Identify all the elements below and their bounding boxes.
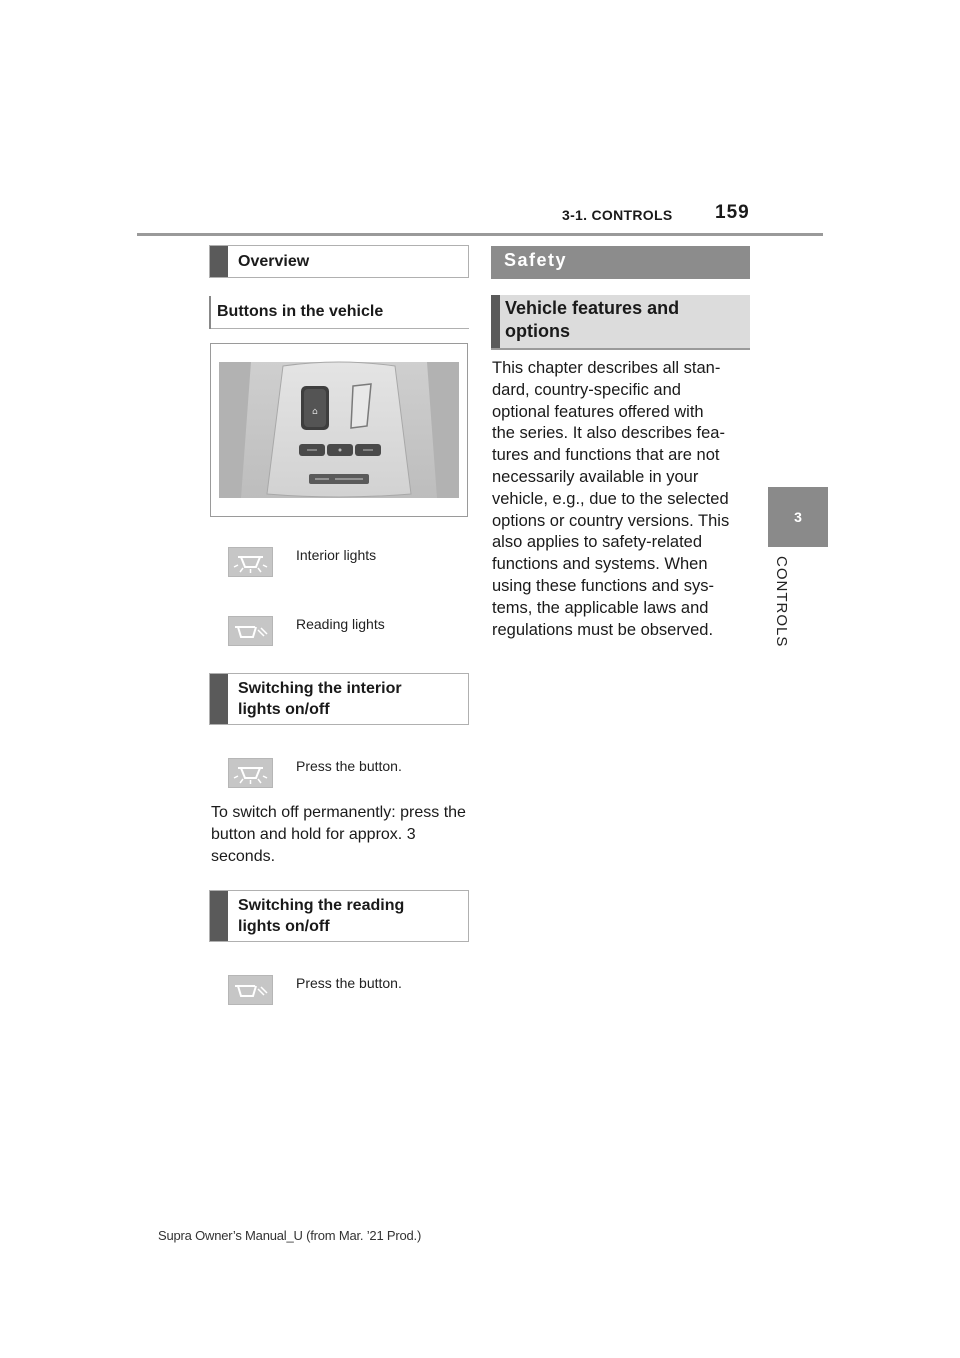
buttons-subheading-text: Buttons in the vehicle	[217, 303, 384, 320]
heading-line: options	[505, 321, 570, 341]
interior-lights-label: Interior lights	[296, 547, 377, 563]
page-number: 159	[715, 202, 750, 223]
interior-light-icon	[228, 758, 273, 788]
heading-line: Vehicle features and	[505, 298, 680, 318]
paragraph-line: using these functions and sys-	[492, 576, 714, 595]
interior-light-icon	[228, 547, 273, 577]
page-footer: Supra Owner’s Manual_U (from Mar. ’21 Prod.)	[158, 1228, 422, 1243]
subheading-marker	[209, 296, 211, 329]
overview-heading-text: Overview	[238, 253, 310, 270]
reading-light-icon	[228, 975, 273, 1005]
interior-step-row	[228, 758, 468, 788]
paragraph-line: This chapter describes all stan-	[492, 359, 721, 377]
vehicle-features-heading	[491, 295, 750, 350]
vehicle-features-heading-text	[505, 297, 735, 343]
paragraph-line: the series. It also describes fea-	[492, 424, 725, 443]
running-header: 3-1. CONTROLS	[562, 207, 673, 223]
reading-step-label: Press the button.	[296, 975, 402, 991]
heading-marker	[210, 246, 228, 277]
interior-lights-heading	[209, 673, 469, 725]
paragraph-line: options or country versions. This	[492, 511, 730, 530]
heading-line: lights on/off	[238, 701, 330, 718]
reading-lights-heading-text	[238, 891, 404, 937]
heading-line: Switching the interior	[238, 680, 402, 697]
paragraph-line: also applies to safety-related	[492, 533, 703, 552]
reading-lights-row	[228, 616, 468, 646]
reading-lights-label: Reading lights	[296, 616, 385, 632]
overview-heading	[209, 245, 469, 278]
paragraph-line: regulations must be observed.	[492, 620, 714, 639]
paragraph-line: functions and systems. When	[492, 555, 708, 574]
reading-step-row	[228, 975, 468, 1005]
buttons-subheading	[209, 296, 469, 329]
overhead-console-illustration	[211, 344, 467, 516]
heading-line: Switching the reading	[238, 897, 405, 914]
svg-text:⌂: ⌂	[312, 407, 318, 417]
paragraph-line: necessarily available in your	[492, 467, 699, 486]
switch-off-paragraph: To switch off permanently: press the button and hold for approx. 3 seconds.	[211, 804, 466, 865]
paragraph-line: vehicle, e.g., due to the selected	[492, 489, 729, 508]
interior-lights-heading-text	[238, 674, 402, 720]
heading-marker	[210, 891, 228, 941]
reading-light-icon	[228, 616, 273, 646]
chapter-label: CONTROLS	[773, 556, 790, 648]
reading-lights-heading	[209, 890, 469, 942]
heading-line: lights on/off	[238, 918, 330, 935]
paragraph-line: dard, country-specific and	[492, 380, 681, 399]
safety-heading: Safety	[491, 246, 750, 279]
header-rule	[137, 233, 823, 236]
chapter-tab	[768, 487, 828, 547]
paragraph-line: optional features offered with	[492, 402, 704, 421]
heading-marker	[491, 295, 500, 348]
vehicle-features-paragraph	[492, 358, 754, 641]
interior-step-label: Press the button.	[296, 758, 402, 774]
paragraph-line: tures and functions that are not	[492, 446, 720, 465]
overhead-console-photo	[210, 343, 468, 517]
chapter-number: 3	[794, 509, 802, 525]
paragraph-line: tems, the applicable laws and	[492, 598, 709, 617]
interior-lights-row	[228, 547, 468, 577]
heading-marker	[210, 674, 228, 724]
